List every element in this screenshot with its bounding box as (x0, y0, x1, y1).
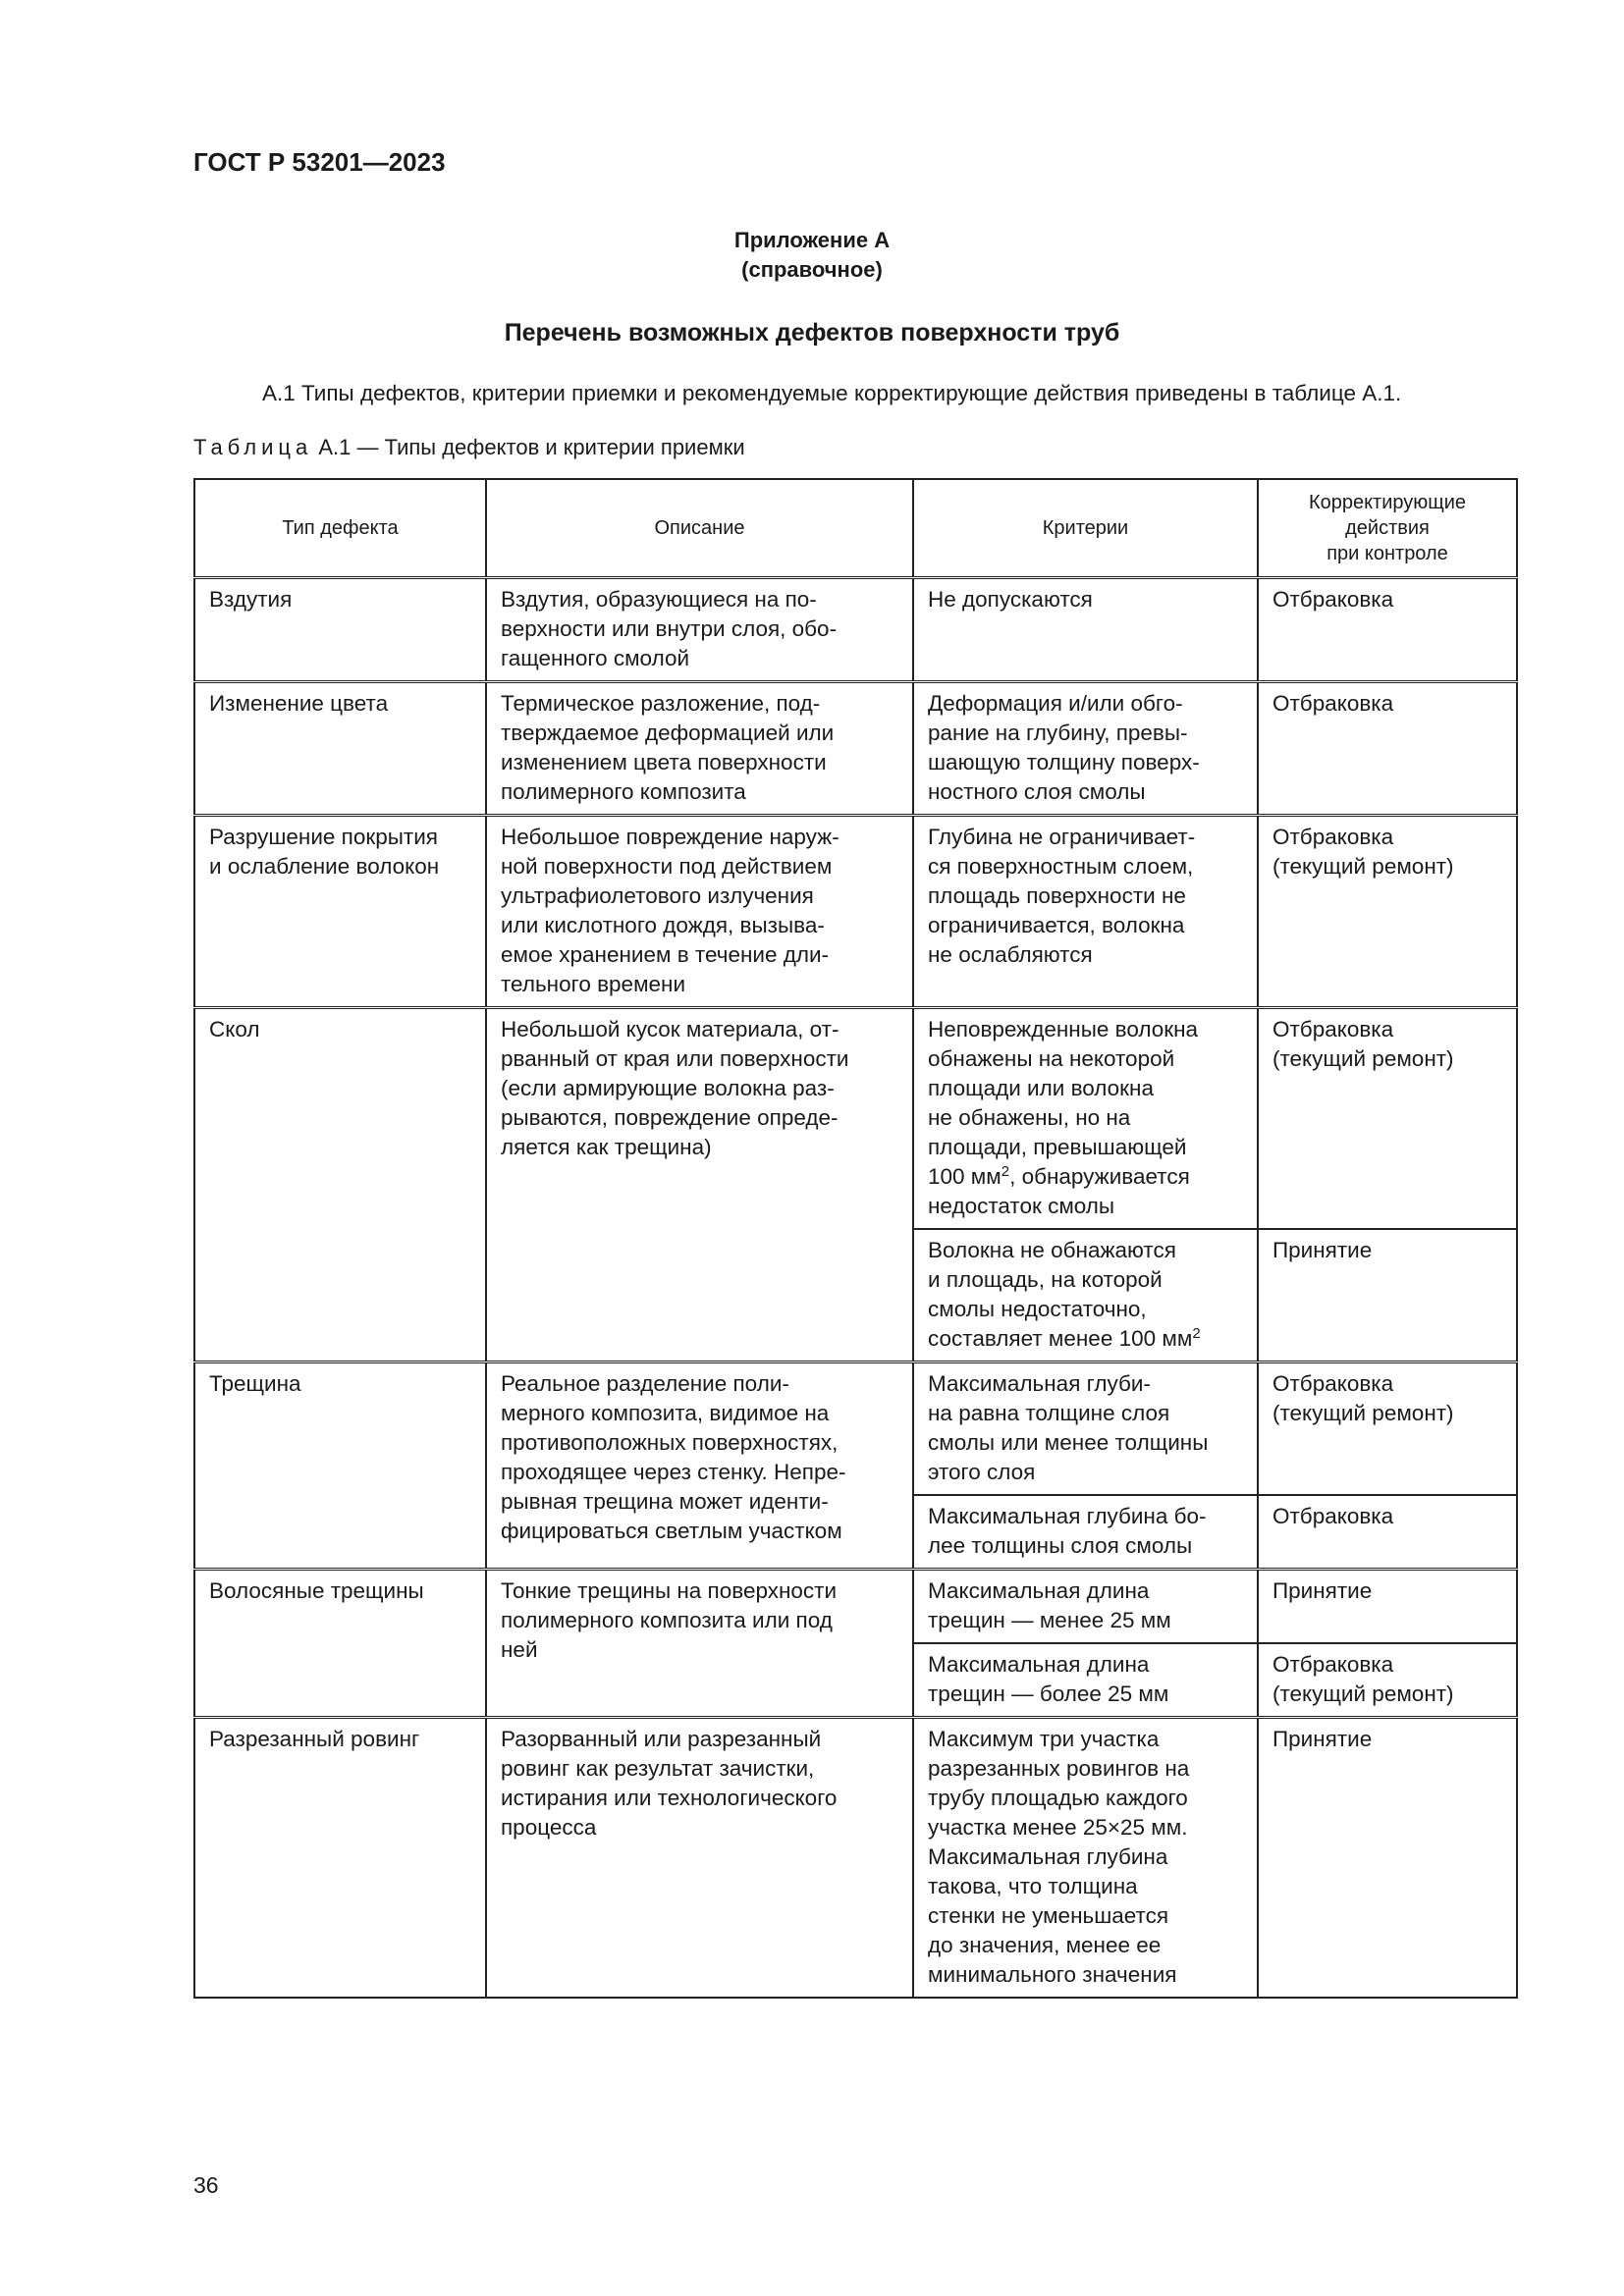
defect-type-cell: Вздутия (194, 578, 486, 682)
criteria-cell: Неповрежденные волокна обнажены на некоторой площади или волокна не обнажены, но на площади, превышающей 100 $мм^2$, обнаруживается недостаток смолы (913, 1008, 1258, 1230)
criteria-cell: Максимальная глубина бо- лее толщины слоя смолы (913, 1495, 1258, 1570)
table-row (194, 816, 1517, 1008)
defect-type-cell: Волосяные трещины (194, 1570, 486, 1718)
description-cell: Термическое разложение, под- тверждаемое деформацией или изменением цвета поверхности полимерного композита (486, 682, 913, 816)
appendix-title: Приложение А (733, 228, 891, 252)
table-row (194, 682, 1517, 816)
table-caption-label: Таблица (193, 435, 313, 459)
criteria-cell: Волокна не обнажаются и площадь, на которой смолы недостаточно, составляет менее 100 $мм^2$ (913, 1229, 1258, 1362)
table-header-row (194, 479, 1517, 578)
table-caption-text: А.1 — Типы дефектов и критерии приемки (312, 435, 745, 459)
criteria-cell: Не допускаются (913, 578, 1258, 682)
table-row (194, 1718, 1517, 1999)
criteria-cell: Глубина не ограничивает- ся поверхностным слоем, площадь поверхности не ограничивается, волокна не ослабляются (913, 816, 1258, 1008)
criteria-cell: Максимальная глуби- на равна толщине слоя смолы или менее толщины этого слоя (913, 1362, 1258, 1496)
description-cell: Небольшой кусок материала, от- рванный от края или поверхности (если армирующие волокна раз- рываются, повреждение опреде- ляется как трещина) (486, 1008, 913, 1362)
table-row (194, 578, 1517, 682)
defect-type-cell: Разрезанный ровинг (194, 1718, 486, 1999)
header-criteria: Критерии (913, 479, 1258, 578)
description-cell: Разорванный или разрезанный ровинг как результат зачистки, истирания или технологического процесса (486, 1718, 913, 1999)
header-defect-type: Тип дефекта (194, 479, 486, 578)
standard-code: ГОСТ Р 53201—2023 (193, 147, 446, 177)
header-description: Описание (486, 479, 913, 578)
criteria-cell: Максимальная длина трещин — менее 25 мм (913, 1570, 1258, 1644)
action-cell: Отбраковка (текущий ремонт) (1258, 1362, 1517, 1496)
intro-paragraph: А.1 Типы дефектов, критерии приемки и рекомендуемые корректирующие действия приведены в таблице А.1. (262, 381, 1402, 405)
table-row (194, 1362, 1517, 1496)
action-cell: Отбраковка (текущий ремонт) (1258, 1008, 1517, 1230)
action-cell: Отбраковка (1258, 1495, 1517, 1570)
action-cell: Отбраковка (1258, 578, 1517, 682)
table-caption (193, 435, 745, 460)
criteria-cell: Максимум три участка разрезанных ровингов на трубу площадью каждого участка менее 25×25 мм. Максимальная глубина такова, что толщина стенки не уменьшается до значения, менее ее минимального значения (913, 1718, 1258, 1999)
description-cell: Тонкие трещины на поверхности полимерного композита или под ней (486, 1570, 913, 1718)
description-cell: Реальное разделение поли- мерного композита, видимое на противоположных поверхностях, проходящее через стенку. Непре- рывная трещина может иденти- фицироваться светлым участком (486, 1362, 913, 1570)
header-corrective-actions: Корректирующие действия при контроле (1258, 479, 1517, 578)
description-cell: Небольшое повреждение наруж- ной поверхности под действием ультрафиолетового излучения или кислотного дождя, вызыва- емое хранением в течение дли- тельного времени (486, 816, 913, 1008)
action-cell: Принятие (1258, 1229, 1517, 1362)
criteria-cell: Максимальная длина трещин — более 25 мм (913, 1643, 1258, 1718)
document-title: Перечень возможных дефектов поверхности труб (504, 319, 1120, 347)
action-cell: Отбраковка (1258, 682, 1517, 816)
defect-type-cell: Трещина (194, 1362, 486, 1570)
action-cell: Принятие (1258, 1718, 1517, 1999)
defect-type-cell: Изменение цвета (194, 682, 486, 816)
description-cell: Вздутия, образующиеся на по- верхности или внутри слоя, обо- гащенного смолой (486, 578, 913, 682)
criteria-cell: Деформация и/или обго- рание на глубину, превы- шающую толщину поверх- ностного слоя смолы (913, 682, 1258, 816)
table-row (194, 1008, 1517, 1230)
defects-table (193, 478, 1518, 1999)
table-row (194, 1570, 1517, 1644)
action-cell: Отбраковка (текущий ремонт) (1258, 816, 1517, 1008)
defect-type-cell: Разрушение покрытия и ослабление волокон (194, 816, 486, 1008)
action-cell: Отбраковка (текущий ремонт) (1258, 1643, 1517, 1718)
appendix-kind: (справочное) (741, 257, 883, 282)
page-number: 36 (193, 2172, 219, 2198)
defect-type-cell: Скол (194, 1008, 486, 1362)
action-cell: Принятие (1258, 1570, 1517, 1644)
